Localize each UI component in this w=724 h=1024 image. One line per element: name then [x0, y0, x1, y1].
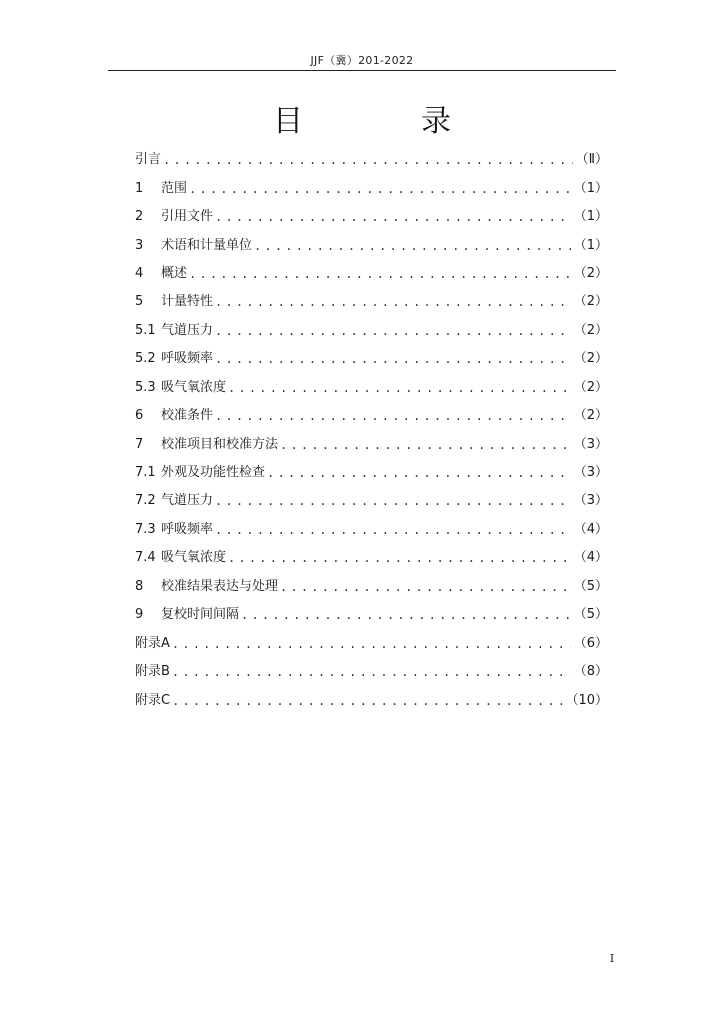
toc-entry-number: 7.3 [135, 521, 156, 537]
toc-entry-number: 5.2 [135, 351, 156, 367]
toc-entry-number: 2 [135, 209, 144, 225]
toc-leader-dots [267, 465, 571, 481]
toc-entry-label: 校准结果表达与处理 [161, 578, 279, 594]
table-of-contents [135, 146, 608, 715]
toc-entry-label: 附录A [135, 635, 170, 651]
toc-entry-appendix-a[interactable] [135, 629, 608, 657]
toc-leader-dots [215, 493, 571, 509]
toc-entry-label: 气道压力 [161, 322, 214, 338]
toc-entry-7-4[interactable] [135, 544, 608, 572]
toc-leader-dots [172, 636, 571, 652]
toc-entry-label: 复校时间间隔 [161, 607, 240, 623]
toc-entry-number: 4 [135, 265, 144, 281]
toc-leader-dots [280, 579, 571, 595]
toc-entry-intro[interactable] [135, 146, 608, 174]
toc-entry-label: 引言 [135, 152, 162, 168]
toc-entry-number: 7.4 [135, 550, 156, 566]
toc-leader-dots [215, 408, 571, 424]
toc-entry-4[interactable] [135, 260, 608, 288]
toc-entry-6[interactable] [135, 402, 608, 430]
toc-entry-number: 3 [135, 237, 144, 253]
running-header: JJF（冀）201-2022 [310, 54, 414, 67]
toc-entry-appendix-b[interactable] [135, 658, 608, 686]
toc-entry-9[interactable] [135, 601, 608, 629]
toc-entry-page: （3） [573, 465, 608, 481]
page-title: 目 录 [273, 104, 495, 139]
toc-entry-number: 7.1 [135, 465, 156, 481]
toc-entry-7-1[interactable] [135, 459, 608, 487]
toc-entry-label: 范围 [161, 180, 188, 196]
toc-entry-label: 校准项目和校准方法 [161, 436, 279, 452]
toc-entry-page: （4） [573, 550, 608, 566]
toc-entry-page: （2） [573, 408, 608, 424]
toc-entry-5-1[interactable] [135, 317, 608, 345]
toc-entry-7[interactable] [135, 430, 608, 458]
toc-entry-page: （8） [573, 664, 608, 680]
toc-entry-appendix-c[interactable] [135, 686, 608, 714]
toc-entry-page: （4） [573, 521, 608, 537]
toc-entry-page: （5） [573, 578, 608, 594]
toc-entry-1[interactable] [135, 174, 608, 202]
toc-entry-page: （2） [573, 322, 608, 338]
toc-entry-number: 1 [135, 180, 144, 196]
toc-entry-label: 气道压力 [161, 493, 214, 509]
toc-entry-label: 吸气氧浓度 [161, 550, 227, 566]
toc-leader-dots [215, 351, 571, 367]
toc-entry-page: （2） [573, 379, 608, 395]
toc-entry-page: （5） [573, 607, 608, 623]
toc-leader-dots [215, 294, 571, 310]
toc-entry-page: （2） [573, 351, 608, 367]
page-number: I [609, 952, 615, 965]
toc-leader-dots [163, 152, 573, 168]
toc-leader-dots [215, 323, 571, 339]
toc-entry-7-3[interactable] [135, 516, 608, 544]
toc-entry-label: 呼吸频率 [161, 351, 214, 367]
toc-entry-number: 5.3 [135, 379, 156, 395]
toc-leader-dots [228, 550, 571, 566]
toc-entry-number: 8 [135, 578, 144, 594]
toc-entry-label: 附录B [135, 664, 170, 680]
toc-entry-5-2[interactable] [135, 345, 608, 373]
toc-leader-dots [228, 380, 571, 396]
toc-entry-5-3[interactable] [135, 374, 608, 402]
toc-entry-page: （1） [573, 180, 608, 196]
toc-entry-page: （1） [573, 209, 608, 225]
toc-entry-8[interactable] [135, 573, 608, 601]
toc-entry-label: 概述 [161, 265, 188, 281]
toc-entry-number: 9 [135, 607, 144, 623]
toc-entry-label: 外观及功能性检查 [161, 465, 266, 481]
toc-leader-dots [215, 522, 571, 538]
toc-entry-label: 呼吸频率 [161, 521, 214, 537]
toc-entry-number: 7 [135, 436, 144, 452]
toc-entry-number: 5.1 [135, 322, 156, 338]
toc-entry-label: 术语和计量单位 [161, 237, 253, 253]
toc-entry-page: （2） [573, 294, 608, 310]
toc-entry-page: （Ⅱ） [575, 152, 608, 168]
toc-entry-7-2[interactable] [135, 487, 608, 515]
toc-entry-number: 6 [135, 408, 144, 424]
toc-entry-page: （2） [573, 265, 608, 281]
toc-entry-number: 7.2 [135, 493, 156, 509]
toc-entry-3[interactable] [135, 231, 608, 259]
toc-entry-label: 计量特性 [161, 294, 214, 310]
toc-leader-dots [189, 266, 571, 282]
toc-leader-dots [280, 437, 571, 453]
toc-entry-label: 引用文件 [161, 209, 214, 225]
toc-entry-5[interactable] [135, 288, 608, 316]
toc-leader-dots [241, 607, 571, 623]
toc-leader-dots [254, 238, 571, 254]
toc-entry-page: （10） [565, 692, 608, 708]
toc-leader-dots [215, 209, 571, 225]
toc-entry-page: （6） [573, 635, 608, 651]
toc-entry-number: 5 [135, 294, 144, 310]
toc-entry-label: 附录C [135, 692, 171, 708]
toc-leader-dots [172, 664, 571, 680]
toc-entry-page: （3） [573, 493, 608, 509]
toc-entry-2[interactable] [135, 203, 608, 231]
header-rule [108, 70, 616, 71]
toc-entry-label: 校准条件 [161, 408, 214, 424]
toc-leader-dots [172, 693, 562, 709]
toc-leader-dots [189, 181, 571, 197]
toc-entry-page: （3） [573, 436, 608, 452]
toc-entry-page: （1） [573, 237, 608, 253]
toc-entry-label: 吸气氧浓度 [161, 379, 227, 395]
